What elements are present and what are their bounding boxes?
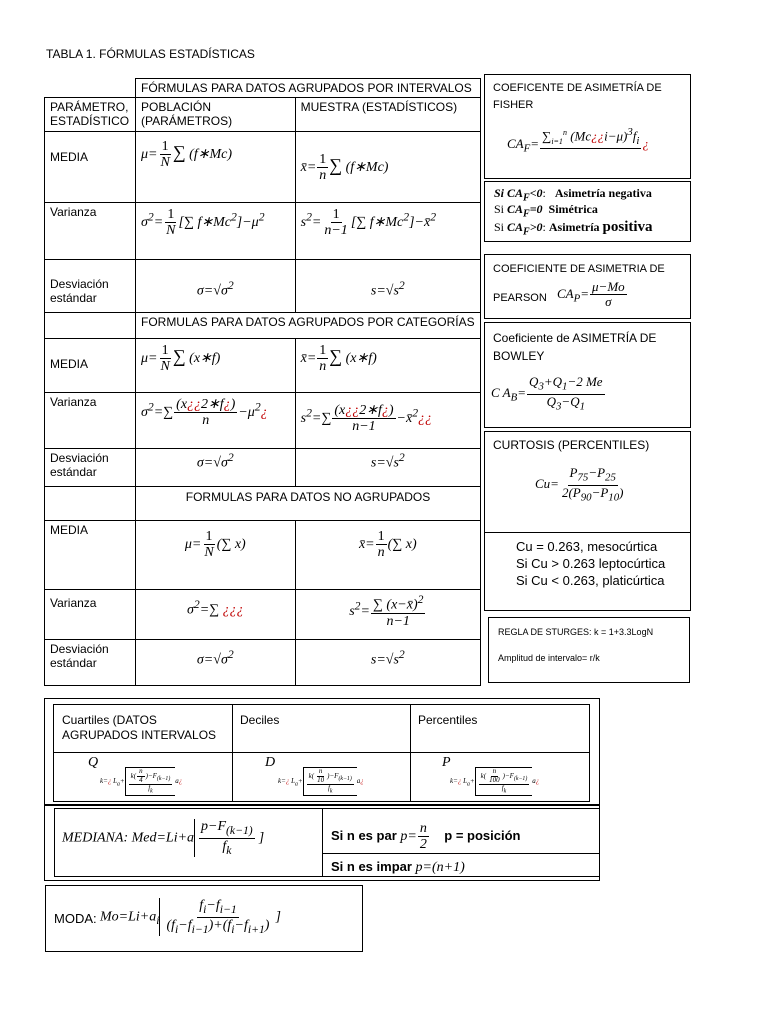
mediana-odd: Si n es impar p=(n+1) [331,859,465,875]
row-label-varianza-cat: Varianza [45,393,136,449]
formula-sample-media-cat: x̄= $\frac{1}{n}$ ∑ (x∗f) [295,339,480,393]
formula-sample-desviacion-cat: $s=√s^2$ [295,449,480,487]
section-header-intervals: FÓRMULAS PARA DATOS AGRUPADOS POR INTERVALOS [135,79,480,98]
col-header-param: PARÁMETRO, ESTADÍSTICO [45,98,136,132]
moda-box [45,885,363,952]
percentile-formula: k=¿ $L_a+$ k( $\frac{n}{100}$ )$-F_{(k-1)}$ $f_k$ a¿ [450,767,540,795]
bowley-title: Coeficiente de ASIMETRÍA DE BOWLEY [493,331,657,363]
formula-pop-media: μ= $\frac{1}{N}$ ∑ (f∗Mc) [135,132,295,203]
quartile-formula: k=¿ $L_a+$ k( $\frac{n}{4}$ )$-F_{(k-1)}$ $f_k$ a¿ [100,767,183,795]
mediana-conditions [322,808,600,877]
formula-sample-desviacion: $s=√s^2$ [295,260,480,313]
formula-sample-varianza-cat: $s^2=\sum$ $\frac{(x¿¿2∗f¿)}{n-1}$ −x̄$^2$¿¿ [295,393,480,449]
formula-sample-desviacion-ng: $s=√s^2$ [295,640,480,686]
formula-pop-desviacion-ng: $\sigma=√\sigma^2$ [135,640,295,686]
curtosis-title: CURTOSIS (PERCENTILES) [493,438,650,452]
formula-pop-varianza-cat: $\sigma^2=\sum$ $\frac{(x¿¿2∗f¿)}{n}$ $-\mu^2¿$ [135,393,295,449]
row-label-desviacion-cat: Desviación estándar [45,449,136,487]
curtosis-rules [516,538,665,589]
fisher-formula: $CA_F=$ $\sum_{i=1}^n$ $(Mc¿¿i-\mu)^3f_i$ ¿ [507,126,649,155]
moda-label: MODA: [54,911,97,926]
formula-sample-media-ng: x̄= $\frac{1}{n}$ (∑ x) [295,521,480,590]
mediana-box [54,808,324,877]
pearson-title: COEFICIENTE DE ASIMETRIA DE [493,263,665,275]
curtosis-rule-meso: Cu = 0.263, mesocúrtica [516,539,658,554]
quantiles-box [53,704,590,802]
row-label-media-cat: MEDIA [45,339,136,393]
quartiles-header: Cuartiles (DATOS AGRUPADOS INTERVALOS [62,713,217,742]
decile-formula: k=¿ $L_a+$ k( $\frac{n}{10}$ )$-F_{(k-1)}$ $f_k$ a¿ [278,767,364,795]
fisher-rule-symmetric: Si $CA_F=0$ Simétrica [494,202,598,220]
pearson-name: PEARSON [493,292,547,304]
moda-formula: $Mo=Li+a_i$ $\frac{f_i-f_{i-1}}{(f_i-f_{i-1})+(f_i-f_{i+1})}$ ] [100,898,281,936]
mediana-even: Si n es par p= $\frac{n}{2}$ p = posición [331,821,521,853]
sturges-rule: REGLA DE STURGES: k = 1+3.3LogN [498,627,654,637]
fisher-box [484,74,691,179]
curtosis-formula: Cu= $\frac{P_{75}-P_{25}}{2(P_{90}-P_{10})}$ [535,465,624,504]
col-header-population: POBLACIÓN (PARÁMETROS) [135,98,295,132]
bowley-box [484,322,691,428]
formula-pop-desviacion: $\sigma=√\sigma^2$ [135,260,295,313]
formula-pop-desviacion-cat: $\sigma=√\sigma^2$ [135,449,295,487]
page-title: TABLA 1. FÓRMULAS ESTADÍSTICAS [46,47,255,61]
sturges-box [488,617,690,683]
decile-symbol: D [265,755,276,770]
fisher-title: COEFICENTE DE ASIMETRÍA DE FISHER [493,82,662,111]
row-label-varianza-ng: Varianza [45,590,136,640]
percentile-symbol: P [442,755,451,770]
section-header-ungrouped: FORMULAS PARA DATOS NO AGRUPADOS [135,487,480,521]
fisher-rules-box [484,181,691,242]
curtosis-rule-plati: Si Cu < 0.263, platicúrtica [516,573,665,588]
interval-amplitude: Amplitud de intervalo= r/k [498,653,600,663]
row-label-desviacion-ng: Desviación estándar [45,640,136,686]
deciles-header: Deciles [240,713,280,727]
fisher-rule-positive: Si $CA_F>0$: Asimetría positiva [494,219,653,238]
pearson-formula: $CA_P=$ $\frac{\mu-Mo}{\sigma}$ [557,279,625,310]
row-label-varianza: Varianza [45,203,136,260]
formula-pop-varianza-ng: $\sigma^2=\sum$ ¿¿¿ [135,590,295,640]
fisher-rule-negative: Si $CA_F<0$: Asimetría negativa [494,186,652,204]
formula-sample-varianza: $s^2=$ $\frac{1}{n-1}$ [∑ $f∗Mc^2]-x̄^2$ [295,203,480,260]
col-header-sample: MUESTRA (ESTADÍSTICOS) [295,98,480,132]
formula-sample-varianza-ng: $s^2=$ $\frac{\sum (x-x̄)^2}{n-1}$ [295,590,480,640]
formulas-table [44,78,481,686]
bowley-formula: C $A_B=$ $\frac{Q_3+Q_1-2 Me}{Q_3-Q_1}$ [491,374,603,413]
section-header-categories: FORMULAS PARA DATOS AGRUPADOS POR CATEGORÍAS [135,313,480,339]
row-label-media: MEDIA [45,132,136,203]
mediana-formula: MEDIANA: Med=Li+a $\frac{p-F_{(k-1)}}{f_k}$ ] [62,819,265,857]
curtosis-box [484,431,691,611]
formula-sample-media: x̄= $\frac{1}{n}$ ∑ (f∗Mc) [295,132,480,203]
formula-pop-media-cat: μ= $\frac{1}{N}$ ∑ (x∗f) [135,339,295,393]
curtosis-rule-lepto: Si Cu > 0.263 leptocúrtica [516,556,666,571]
percentiles-header: Percentiles [418,713,478,727]
formula-pop-media-ng: μ= $\frac{1}{N}$ (∑ x) [135,521,295,590]
row-label-media-ng: MEDIA [45,521,136,590]
quartile-symbol: Q [88,755,99,770]
row-label-desviacion: Desviación estándar [45,260,136,313]
formula-pop-varianza: $\sigma^2=$ $\frac{1}{N}$ [∑ $f∗Mc^2]-\mu^2$ [135,203,295,260]
pearson-box [484,254,691,319]
